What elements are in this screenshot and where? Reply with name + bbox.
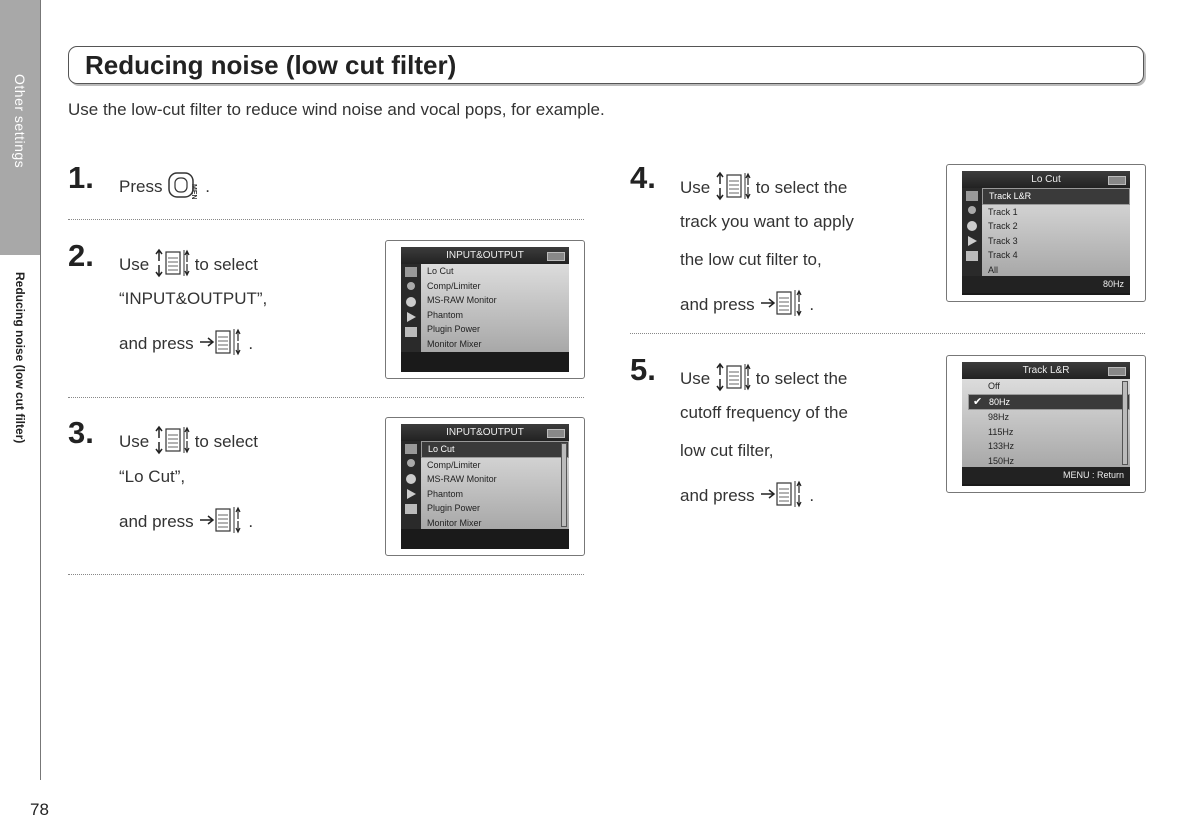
- sidebar: [0, 0, 41, 780]
- screen-menu-item: MS-RAW Monitor: [427, 295, 497, 306]
- screen-menu-item-selected: Lo Cut: [421, 441, 569, 458]
- step-1-period: .: [205, 176, 210, 196]
- step-5-use: Use: [680, 368, 711, 388]
- step-2-to-select: to select: [194, 254, 259, 274]
- step-4-line-2: track you want to apply: [680, 212, 854, 231]
- step-5-line-2: cutoff frequency of the: [680, 403, 848, 422]
- sidebar-topic-label: Reducing noise (low cut filter): [13, 272, 27, 444]
- step-5-line-4: [680, 479, 814, 514]
- sidebar-section-label: Other settings: [12, 74, 28, 169]
- wheel-press-icon: [198, 327, 248, 362]
- screen-menu-item: Off: [988, 381, 1000, 391]
- step-4-line-3: the low cut filter to,: [680, 250, 822, 269]
- screen-title: Lo Cut: [962, 171, 1130, 188]
- scroll-wheel-icon: [154, 248, 190, 283]
- step-4-line-1: [680, 171, 847, 206]
- screen-scrollbar: [1122, 381, 1128, 465]
- step-5-period: .: [809, 485, 815, 505]
- step-3-period: .: [248, 511, 254, 531]
- scroll-wheel-icon: [154, 425, 190, 460]
- screenshot-step-2: [385, 240, 585, 379]
- wheel-press-icon: [198, 505, 248, 540]
- separator: [630, 333, 1145, 334]
- step-4-to-select: to select the: [755, 177, 848, 197]
- wheel-press-icon: [759, 288, 809, 323]
- screen-menu-item: Track 2: [988, 221, 1018, 232]
- scroll-wheel-icon: [715, 362, 751, 397]
- step-2-and-press: and press: [119, 333, 194, 353]
- step-5-line-3: low cut filter,: [680, 441, 774, 460]
- screen-menu-item: Track 3: [988, 235, 1018, 246]
- screen-menu-item-selected: ✔ 80Hz: [968, 394, 1130, 411]
- screen-footer: 80Hz: [962, 276, 1130, 293]
- svg-text:MENU: MENU: [190, 184, 198, 199]
- screen-title: Track L&R: [962, 362, 1130, 379]
- step-1-line-1: [119, 171, 210, 204]
- step-2-use: Use: [119, 254, 150, 274]
- wheel-press-icon: [759, 479, 809, 514]
- screen-menu-item: 133Hz: [988, 441, 1015, 452]
- separator: [68, 397, 584, 398]
- screen-menu-item: Monitor Mixer: [427, 338, 482, 349]
- step-2-line-2: “INPUT&OUTPUT”,: [119, 289, 268, 308]
- step-2-line-1: [119, 248, 258, 283]
- step-5-and-press: and press: [680, 485, 755, 505]
- screenshot-step-3: [385, 417, 585, 556]
- page-number: 78: [30, 800, 49, 819]
- screen-menu-item-selected: Track L&R: [982, 188, 1130, 205]
- step-4-use: Use: [680, 177, 711, 197]
- screen-menu-item: Plugin Power: [427, 324, 481, 335]
- screen-menu-item: Track 1: [988, 206, 1018, 217]
- screenshot-step-5: [946, 355, 1146, 493]
- menu-button-icon: [167, 171, 205, 204]
- screen-menu-item: Comp/Limiter: [427, 280, 481, 291]
- scroll-wheel-icon: [715, 171, 751, 206]
- screen-title: INPUT&OUTPUT: [401, 424, 569, 441]
- screenshot-step-4: [946, 164, 1146, 302]
- screen-title: INPUT&OUTPUT: [401, 247, 569, 264]
- screen-menu-item: Phantom: [427, 488, 464, 499]
- step-1-number: 1.: [68, 160, 94, 195]
- separator: [68, 574, 584, 575]
- step-5-number: 5.: [630, 352, 656, 387]
- screen-menu-item: 98Hz: [988, 412, 1010, 423]
- page-title: Reducing noise (low cut filter): [85, 50, 457, 80]
- step-3-to-select: to select: [194, 431, 259, 451]
- step-3-use: Use: [119, 431, 150, 451]
- step-2-period: .: [248, 333, 254, 353]
- screen-footer: MENU : Return: [962, 467, 1130, 484]
- screen-menu-item: Lo Cut: [427, 266, 454, 276]
- screen-menu-item: Track 4: [988, 250, 1018, 261]
- step-2-number: 2.: [68, 238, 94, 273]
- step-1-text: Press: [119, 176, 163, 196]
- step-3-line-2: “Lo Cut”,: [119, 467, 186, 486]
- step-4-line-4: [680, 288, 814, 323]
- step-4-number: 4.: [630, 160, 656, 195]
- step-2-line-3: [119, 327, 253, 362]
- title-box: [68, 46, 1144, 84]
- step-3-line-3: [119, 505, 253, 540]
- step-4-and-press: and press: [680, 294, 755, 314]
- screen-menu-item: 150Hz: [988, 455, 1015, 466]
- screen-menu-item: Phantom: [427, 309, 464, 320]
- step-5-line-1: [680, 362, 847, 397]
- screen-menu-item: Comp/Limiter: [427, 459, 481, 470]
- screen-menu-item: All: [988, 264, 999, 275]
- screen-menu-item: 115Hz: [988, 426, 1014, 437]
- screen-menu-item: MS-RAW Monitor: [427, 474, 497, 485]
- screen-menu-item: Monitor Mixer: [427, 517, 482, 528]
- screen-menu-item: Plugin Power: [427, 503, 481, 514]
- check-icon: ✔: [973, 395, 983, 408]
- screen-scrollbar: [561, 443, 567, 527]
- step-5-to-select: to select the: [755, 368, 848, 388]
- step-3-number: 3.: [68, 415, 94, 450]
- separator: [68, 219, 584, 220]
- step-3-and-press: and press: [119, 511, 194, 531]
- intro-text: Use the low-cut filter to reduce wind noise and vocal pops, for example.: [68, 100, 605, 119]
- step-3-line-1: [119, 425, 258, 460]
- step-4-period: .: [809, 294, 815, 314]
